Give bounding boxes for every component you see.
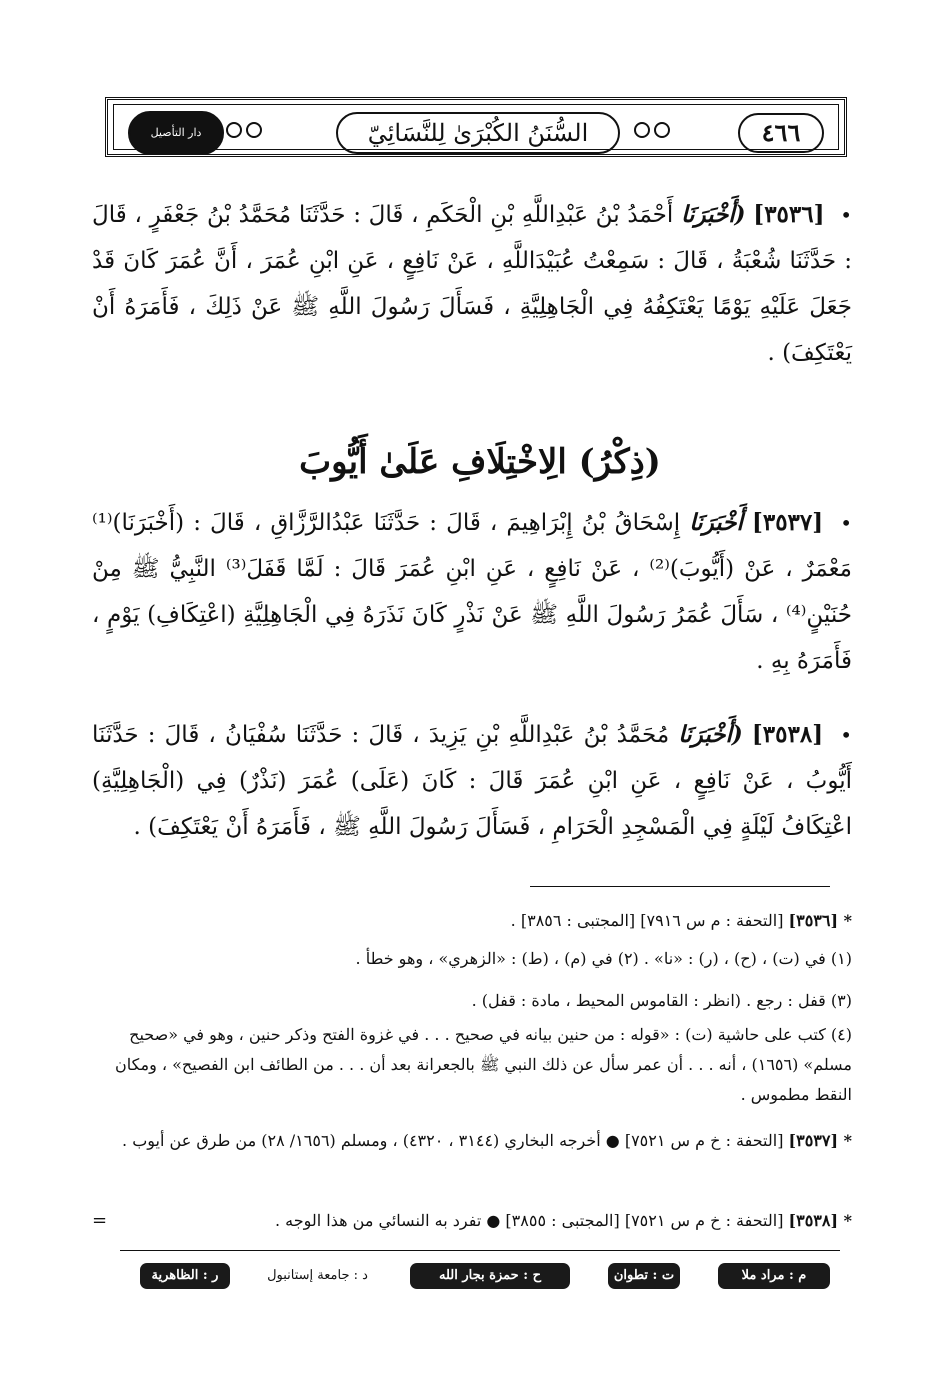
- book-title: السُّنَنُ الكُبْرَىٰ لِلنَّسَائِيّ: [336, 112, 620, 154]
- hadith-lead: (أَخْبَرَنَا: [678, 721, 743, 748]
- footnote-text: قفل : رجع . (انظر : القاموس المحيط ، مادة : قفل) .: [471, 991, 826, 1010]
- footnote-text: في (ت) ، (ح) ، (ر) : «نا» . (٢) في (م) ، (ط) : «الزهري» ، وهو خطأ .: [355, 949, 826, 968]
- manuscript-label: م : مراد ملا: [718, 1263, 830, 1289]
- hadith-number: [٣٥٣٦]: [753, 201, 825, 228]
- hadith-text: مُحَمَّدُ بْنُ عَبْدِاللَّهِ بْنِ يَزِيدَ ، قَالَ : حَدَّثَنَا سُفْيَانُ ، قَالَ : حَدَّثَنَا أَيُّوبُ ، عَنْ نَافِعٍ ، عَنِ ابْنِ عُمَرَ قَالَ : كَانَ (عَلَى) عُمَرَ (نَذْرٌ) فِي (الْجَاهِلِيَّةِ) اعْتِكَافُ لَيْلَةٍ فِي الْمَسْجِدِ الْحَرَامِ ، فَسَأَلَ رَسُولَ اللَّهِ ﷺ ، فَأَمَرَهُ أَنْ يَعْتَكِفَ) .: [92, 722, 852, 840]
- manuscript-label: ر : الظاهرية: [140, 1263, 230, 1289]
- hadith-3538: [92, 712, 852, 850]
- manuscript-label: ت : تطوان: [608, 1263, 680, 1289]
- header-frame: [113, 104, 839, 150]
- footnote-text: [التحفة : خ م س ٧٥٢١] [المجتبى : ٣٨٥٥] ● تفرد به النسائي من هذا الوجه .: [274, 1211, 784, 1230]
- bullet: •: [840, 723, 853, 747]
- hadith-number: [٣٥٣٧]: [751, 509, 824, 536]
- footnote-ref: (١): [830, 949, 852, 968]
- footnote: [112, 1020, 852, 1110]
- footnote: [112, 1206, 852, 1236]
- hadith-lead: أَخْبَرَنَا: [689, 509, 743, 536]
- page-header: [105, 97, 847, 157]
- hadith-3537: [92, 500, 852, 684]
- footnote-ref: * [٣٥٣٧]: [788, 1131, 852, 1150]
- bottom-divider: [120, 1250, 840, 1251]
- hadith-text: إِسْحَاقُ بْنُ إِبْرَاهِيمَ ، قَالَ : حَدَّثَنَا عَبْدُالرَّزَّاقِ ، قَالَ : (أَخْبَرَنَا)⁽¹⁾ مَعْمَرٌ ، عَنْ (أَيُّوبَ)⁽²⁾ ، عَنْ نَافِعٍ ، عَنِ ابْنِ عُمَرَ قَالَ : لَمَّا قَفَلَ⁽³⁾ النَّبِيُّ ﷺ مِنْ حُنَيْنٍ⁽⁴⁾ ، سَأَلَ عُمَرُ رَسُولَ اللَّهِ ﷺ عَنْ نَذْرٍ كَانَ نَذَرَهُ فِي الْجَاهِلِيَّةِ (اعْتِكَافِ) يَوْمٍ ، فَأَمَرَهُ بِهِ .: [92, 510, 852, 674]
- hadith-lead: (أَخْبَرَنَا: [681, 201, 746, 228]
- footnote-text: [التحفة : خ م س ٧٥٢١] ● أخرجه البخاري (٣١٤٤ ، ٤٣٢٠) ، ومسلم (١٦٥٦/ ٢٨) من طرق عن أيوب .: [122, 1131, 784, 1150]
- footnote: [112, 1126, 852, 1156]
- hadith-3536: [92, 192, 852, 376]
- page-number: ٤٦٦: [738, 113, 824, 153]
- manuscript-label: د : جامعة إستانبول: [267, 1268, 368, 1283]
- section-heading: (ذِكْرُ) الِاخْتِلَافِ عَلَىٰ أَيُّوبَ: [299, 442, 661, 482]
- footnote-continuation: =: [92, 1210, 108, 1231]
- hadith-text: أَحْمَدُ بْنُ عَبْدِاللَّهِ بْنِ الْحَكَمِ ، قَالَ : حَدَّثَنَا مُحَمَّدُ بْنُ جَعْفَرٍ ، قَالَ : حَدَّثَنَا شُعْبَةُ ، قَالَ : سَمِعْتُ عُبَيْدَاللَّهِ ، عَنْ نَافِعٍ ، عَنِ ابْنِ عُمَرَ ، أَنَّ عُمَرَ كَانَ قَدْ جَعَلَ عَلَيْهِ يَوْمًا يَعْتَكِفُهُ فِي الْجَاهِلِيَّةِ ، فَسَأَلَ رَسُولَ اللَّهِ ﷺ عَنْ ذَلِكَ ، فَأَمَرَهُ أَنْ يَعْتَكِفَ) .: [92, 202, 852, 366]
- footnote-ref: (٣): [830, 991, 852, 1010]
- footnote-text: كتب على حاشية (ت) : «قوله : من حنين بيانه في صحيح . . . في غزوة الفتح وذكر حنين ، وهو في «صحيح مسلم» (١٦٥٦) ، أنه . . . أن عمر سأل عن ذلك النبي ﷺ بالجعرانة بعد أن . . . من الطائف ابن الفصيح» ، ومكان النقط مطموس .: [115, 1025, 852, 1104]
- footnote-text: [التحفة : م س ٧٩١٦] [المجتبى : ٣٨٥٦] .: [510, 911, 784, 930]
- manuscript-label: ح : حمزة بجار الله: [410, 1263, 570, 1289]
- ornament-right: [634, 115, 670, 145]
- footnote-divider: [530, 886, 830, 887]
- ornament-left: [226, 115, 262, 145]
- footnote: [112, 906, 852, 936]
- publisher-logo: دار التأصيل: [128, 111, 224, 155]
- hadith-number: [٣٥٣٨]: [751, 721, 824, 748]
- footnote: [112, 944, 852, 974]
- footnote-ref: * [٣٥٣٦]: [788, 911, 852, 930]
- bullet: •: [840, 511, 853, 535]
- footnote-ref: * [٣٥٣٨]: [788, 1211, 852, 1230]
- bullet: •: [840, 203, 853, 227]
- footnote-ref: (٤): [830, 1025, 852, 1044]
- footnote: [112, 986, 852, 1016]
